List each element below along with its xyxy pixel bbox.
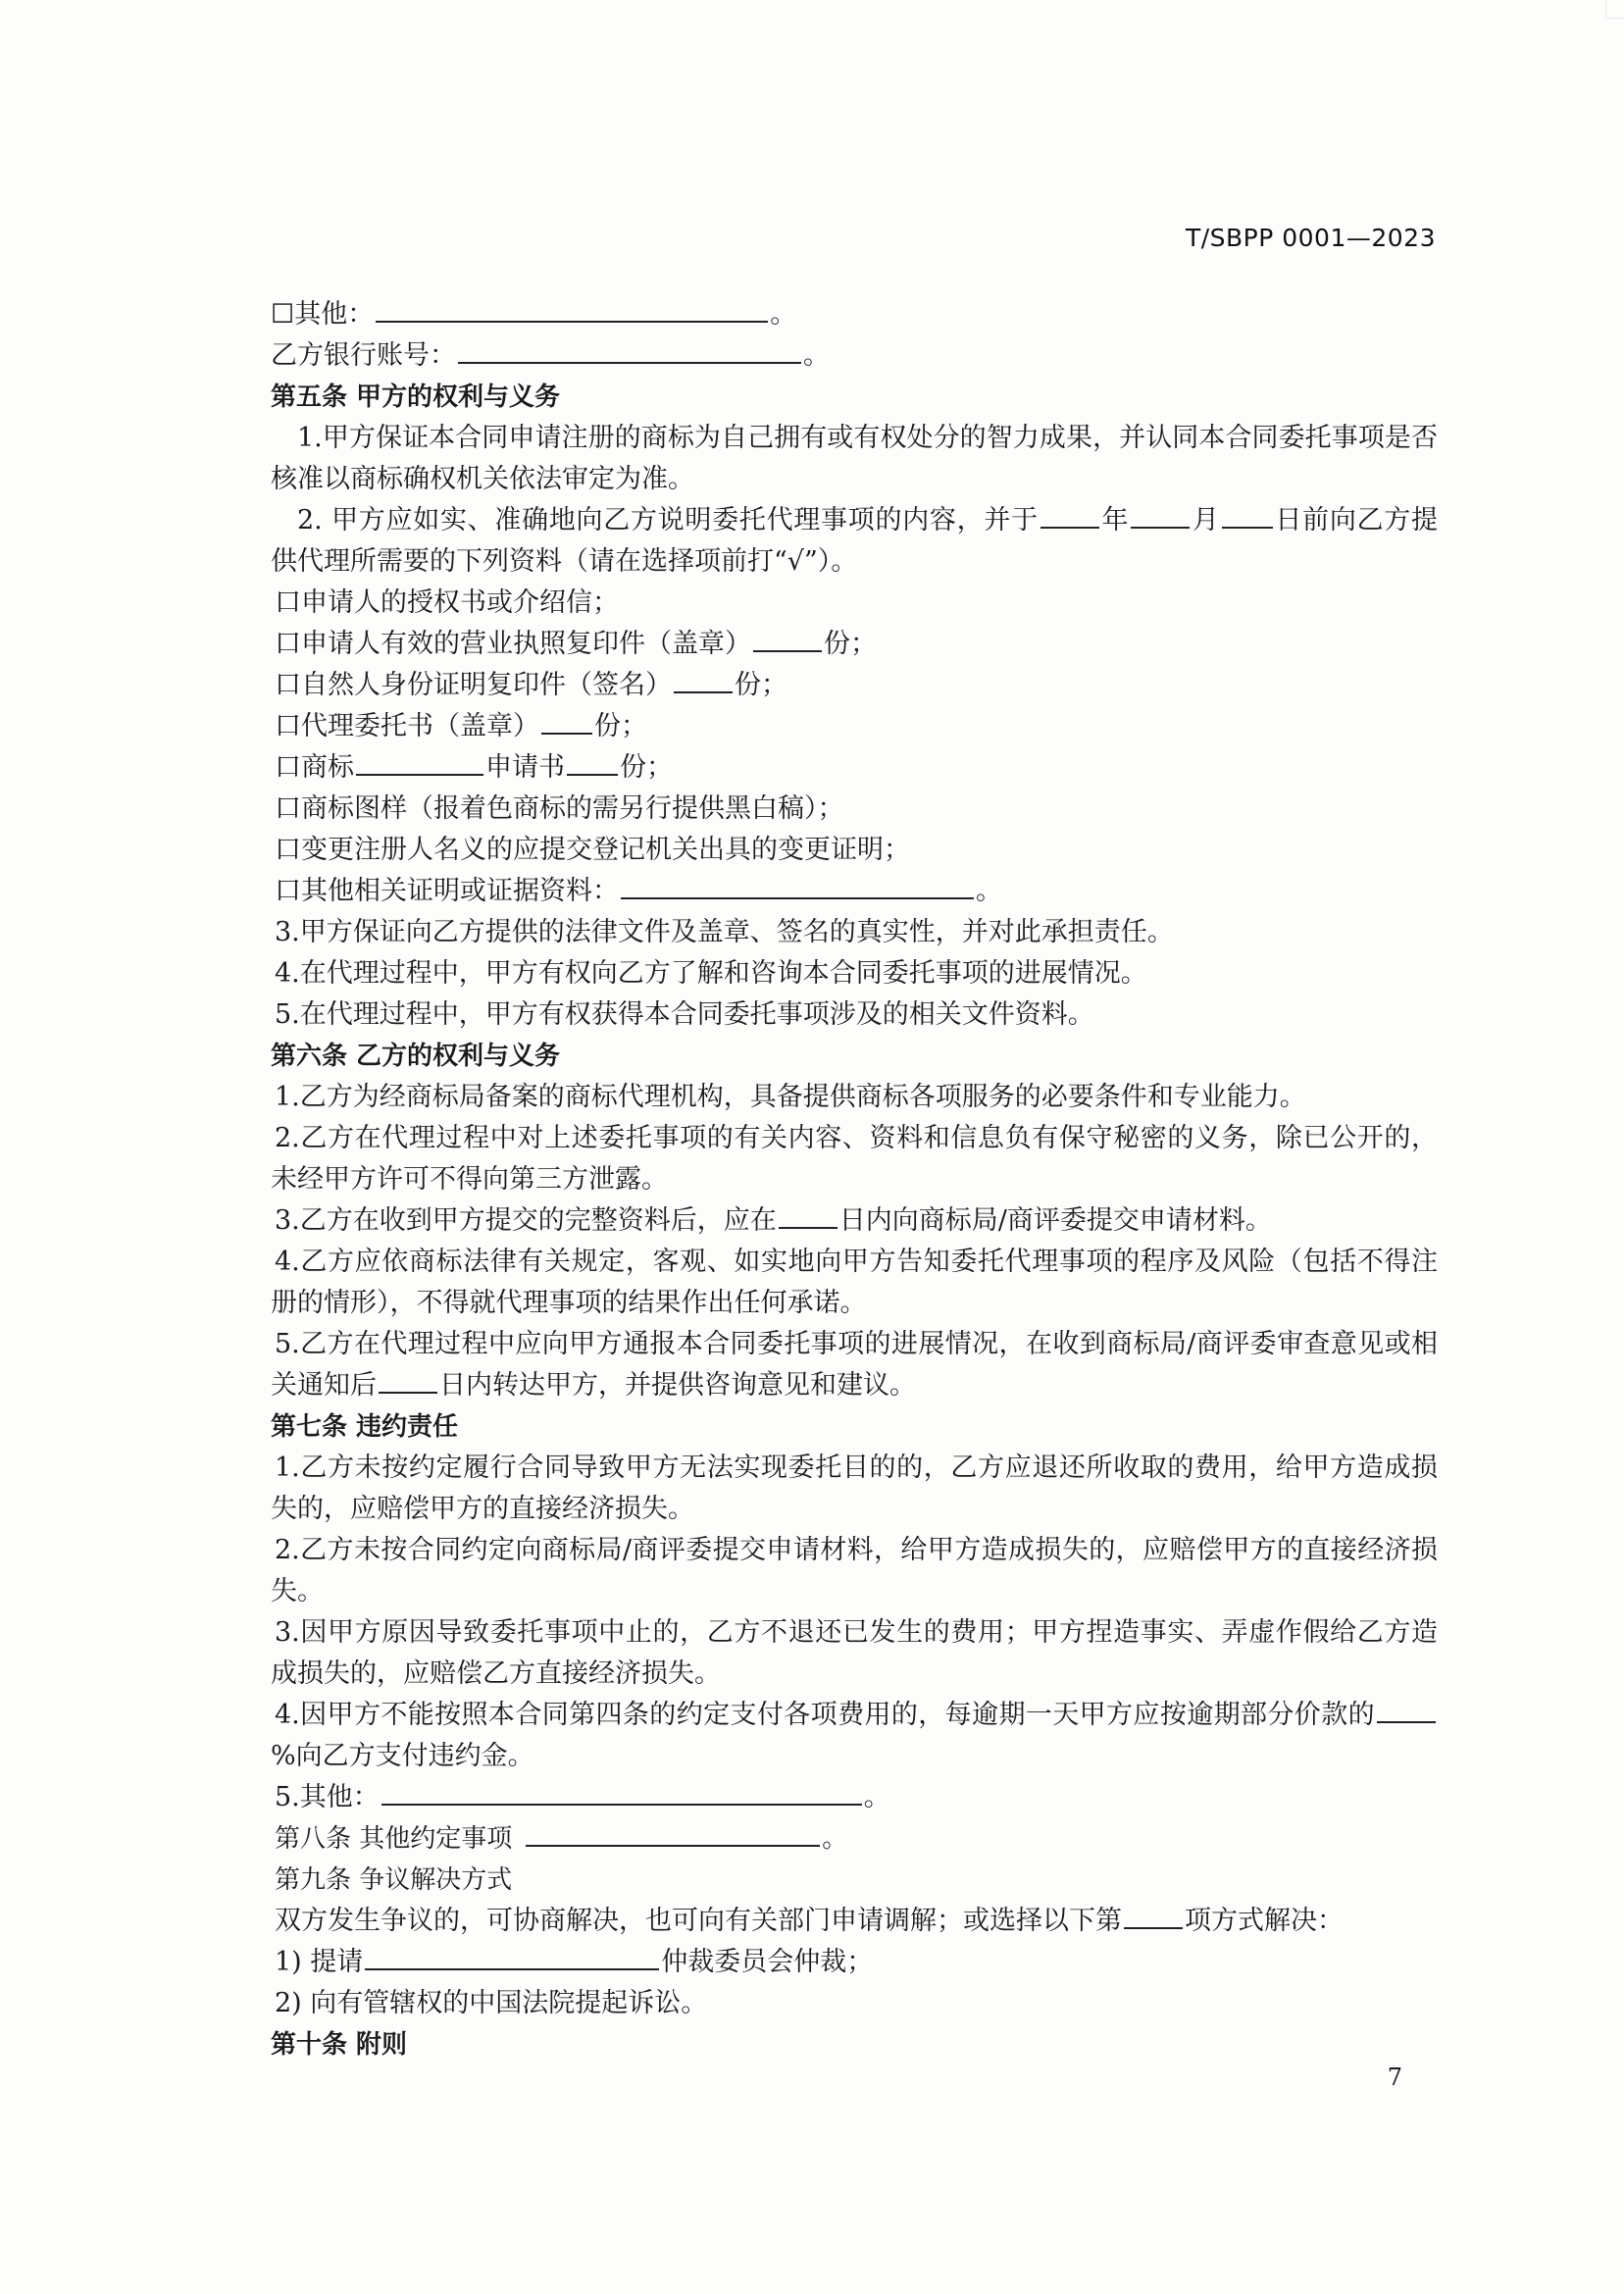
document-body xyxy=(271,294,1438,2065)
blank-days[interactable] xyxy=(779,1201,837,1229)
article-5-clause-3: 3.甲方保证向乙方提供的法律文件及盖章、签名的真实性，并对此承担责任。 xyxy=(275,917,1174,947)
blank-percentage[interactable] xyxy=(1377,1696,1436,1723)
checklist-item-power-of-attorney: 口代理委托书（盖章） 份； xyxy=(271,706,1438,747)
article-9-heading: 第九条 争议解决方式 xyxy=(275,1865,513,1895)
article-6-clause-4: 4.乙方应依商标法律有关规定，客观、如实地向甲方告知委托代理事项的程序及风险（包括不得注册的情形），不得就代理事项的结果作出任何承诺。 xyxy=(271,1247,1438,1318)
other-payment-line: ☐其他： 。 xyxy=(271,294,1438,335)
article-5-clause-1: 1.甲方保证本合同申请注册的商标为自己拥有或有权处分的智力成果，并认同本合同委托事项是否核准以商标确权机关依法审定为准。 xyxy=(271,423,1438,494)
blank-field[interactable] xyxy=(526,1819,820,1847)
blank-day[interactable] xyxy=(1222,501,1273,529)
article-7-clause-3: 3.因甲方原因导致委托事项中止的，乙方不退还已发生的费用；甲方捏造事实、弄虚作假给乙方造成损失的，应赔偿乙方直接经济损失。 xyxy=(271,1617,1438,1689)
checklist-item-id-copy: 口自然人身份证明复印件（签名） 份； xyxy=(271,665,1438,706)
checklist-item-other-evidence: 口其他相关证明或证据资料： 。 xyxy=(271,871,1438,912)
blank-copies[interactable] xyxy=(541,707,592,735)
page-number: 7 xyxy=(1387,2064,1402,2091)
blank-days[interactable] xyxy=(379,1366,437,1394)
article-7-clause-2: 2.乙方未按合同约定向商标局/商评委提交申请材料，给甲方造成损失的，应赔偿甲方的直接经济损失。 xyxy=(271,1535,1438,1606)
article-7-clause-4: 4.因甲方不能按照本合同第四条的约定支付各项费用的，每逾期一天甲方应按逾期部分价款的%向乙方支付违约金。 xyxy=(271,1695,1438,1777)
blank-copies[interactable] xyxy=(753,625,822,652)
document-code: T/SBPP 0001—2023 xyxy=(1185,224,1436,252)
article-6-clause-5: 5.乙方在代理过程中应向甲方通报本合同委托事项的进展情况，在收到商标局/商评委审查意见或相关通知后 日内转达甲方，并提供咨询意见和建议。 xyxy=(271,1329,1438,1401)
blank-arbitration-commission[interactable] xyxy=(365,1943,659,1970)
article-7-clause-1: 1.乙方未按约定履行合同导致甲方无法实现委托目的的，乙方应退还所收取的费用，给甲方造成损失的，应赔偿甲方的直接经济损失。 xyxy=(271,1453,1438,1524)
article-9-option-2: 2) 向有管辖权的中国法院提起诉讼。 xyxy=(275,1988,708,2018)
article-6-clause-3: 3.乙方在收到甲方提交的完整资料后，应在 日内向商标局/商评委提交申请材料。 xyxy=(271,1200,1438,1242)
article-8-heading: 第八条 其他约定事项 。 xyxy=(271,1818,1438,1860)
article-5-heading: 第五条 甲方的权利与义务 xyxy=(271,382,561,412)
article-5-clause-2: 2. 甲方应如实、准确地向乙方说明委托代理事项的内容，并于 年 月 日前向乙方提供代理所需要的下列资料（请在选择项前打“√”）。 xyxy=(271,500,1438,583)
article-9-dispute-options: 双方发生争议的，可协商解决，也可向有关部门申请调解；或选择以下第 项方式解决： xyxy=(271,1901,1438,1942)
article-5-clause-4: 4.在代理过程中，甲方有权向乙方了解和咨询本合同委托事项的进展情况。 xyxy=(275,958,1147,989)
article-7-heading: 第七条 违约责任 xyxy=(271,1412,459,1442)
blank-field[interactable] xyxy=(381,1778,862,1806)
page-corner-fold xyxy=(1605,0,1624,19)
checklist-item-business-license: 口申请人有效的营业执照复印件（盖章） 份； xyxy=(271,624,1438,665)
bank-account-line: 乙方银行账号： 。 xyxy=(271,335,1438,377)
blank-month[interactable] xyxy=(1131,501,1190,529)
checklist-item-change-certificate: 口变更注册人名义的应提交登记机关出具的变更证明； xyxy=(275,835,910,865)
checklist-item-trademark-application: 口商标 申请书 份； xyxy=(271,747,1438,789)
article-7-clause-5: 5.其他： 。 xyxy=(271,1777,1438,1818)
blank-option-number[interactable] xyxy=(1124,1902,1183,1929)
article-6-clause-2: 2.乙方在代理过程中对上述委托事项的有关内容、资料和信息负有保守秘密的义务，除已公开的，未经甲方许可不得向第三方泄露。 xyxy=(271,1123,1438,1195)
article-5-clause-5: 5.在代理过程中，甲方有权获得本合同委托事项涉及的相关文件资料。 xyxy=(275,999,1094,1030)
blank-field[interactable] xyxy=(458,336,801,364)
article-9-option-1: 1) 提请 仲裁委员会仲裁； xyxy=(271,1942,1438,1983)
blank-year[interactable] xyxy=(1040,501,1099,529)
blank-trademark-type[interactable] xyxy=(356,748,483,776)
article-10-heading: 第十条 附则 xyxy=(271,2030,408,2060)
article-6-clause-1: 1.乙方为经商标局备案的商标代理机构，具备提供商标各项服务的必要条件和专业能力。 xyxy=(275,1082,1306,1112)
article-6-heading: 第六条 乙方的权利与义务 xyxy=(271,1042,561,1071)
blank-field[interactable] xyxy=(621,872,974,899)
blank-copies[interactable] xyxy=(567,748,618,776)
blank-field[interactable] xyxy=(376,295,768,323)
checklist-item-trademark-sample: 口商标图样（报着色商标的需另行提供黑白稿）； xyxy=(275,793,844,824)
checklist-item-authorization: 口申请人的授权书或介绍信； xyxy=(275,587,619,618)
blank-copies[interactable] xyxy=(674,666,733,693)
